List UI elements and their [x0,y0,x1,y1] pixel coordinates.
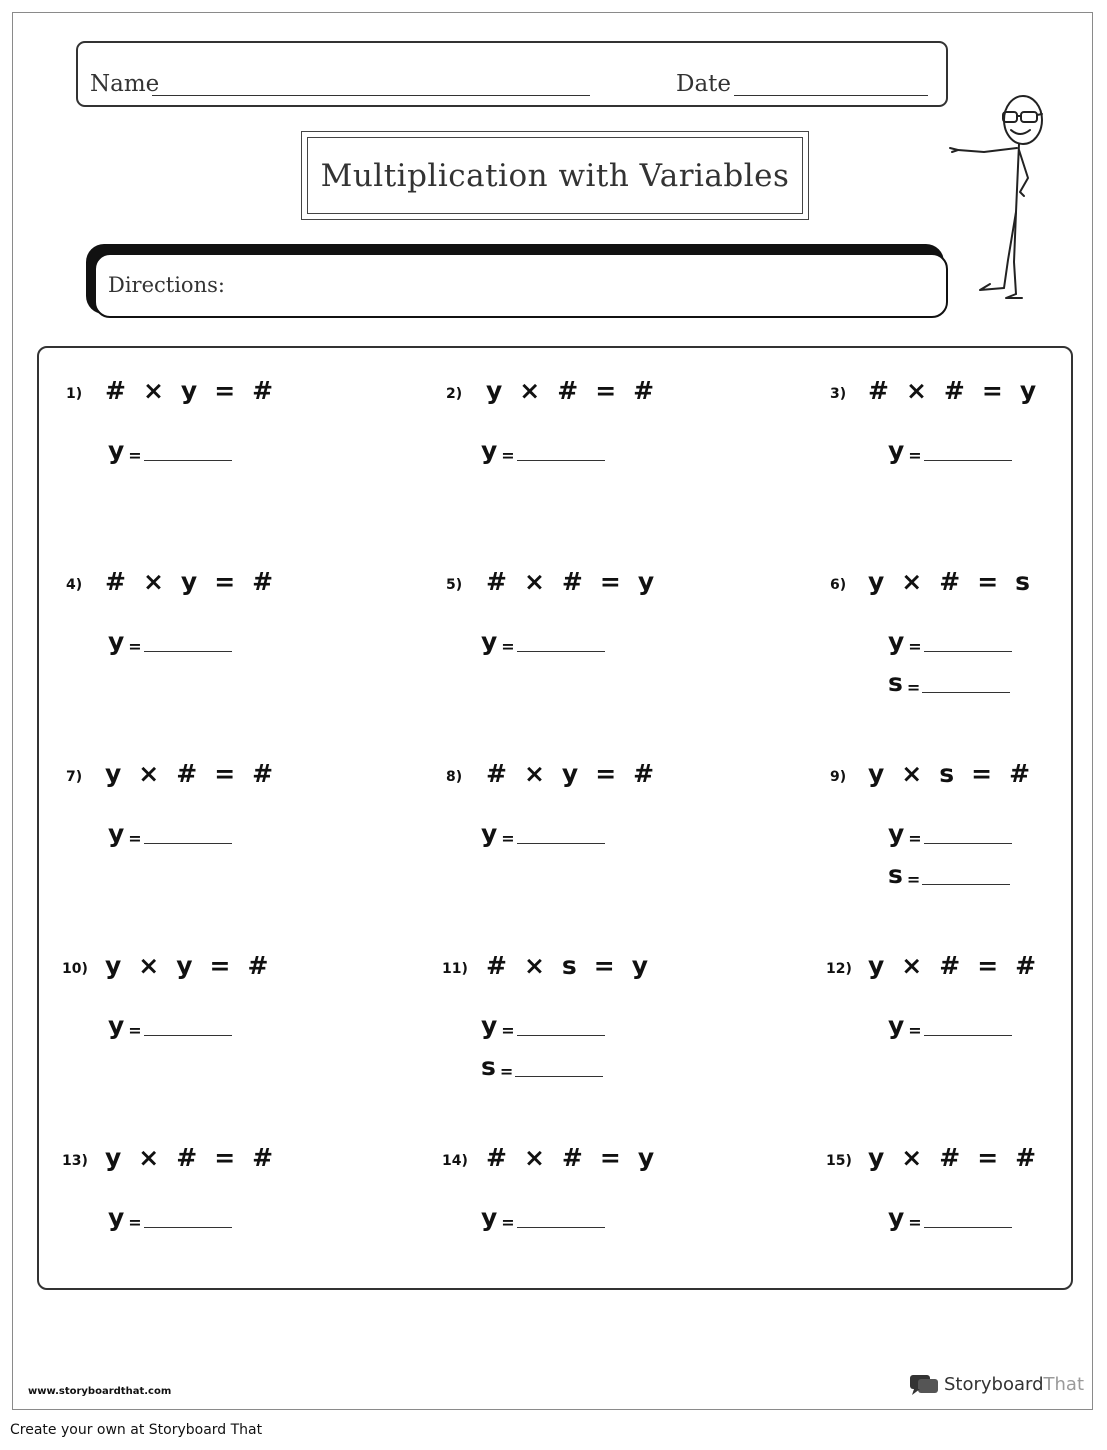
equation-token: # [486,951,507,980]
equation-token: = [214,376,236,405]
problem-equation [868,759,1030,788]
answer-equals-sign: = [501,1213,515,1232]
answer-equals-sign: = [501,637,515,656]
answer-equals-sign: = [908,637,922,656]
answer-blank-line[interactable] [517,843,605,844]
problem-equation [486,567,654,596]
problem-number: 3) [830,386,847,402]
equation-token: = [599,1143,621,1172]
equation-token: # [633,759,655,788]
answer-blank-line[interactable] [517,651,605,652]
equation-token: × [142,567,164,596]
equation-token: y [868,567,885,596]
problem-equation [868,376,1036,405]
answer-variable: s [888,860,903,889]
problem-equation [868,1143,1036,1172]
answer-variable: y [888,627,905,656]
answer-row [481,436,605,465]
equation-token: = [214,1143,236,1172]
equation-token: # [247,951,269,980]
equation-token: y [176,951,193,980]
equation-token: × [138,759,160,788]
problem-equation [486,1143,654,1172]
equation-token: # [105,376,126,405]
equation-token: # [252,759,274,788]
equation-token: # [557,376,579,405]
equation-token: × [138,951,160,980]
equation-token: y [631,951,649,980]
speech-bubble-icon [908,1372,940,1396]
equation-token: s [1015,567,1031,596]
answer-variable: y [888,819,905,848]
equation-token: × [523,1143,545,1172]
problem-equation [105,1143,273,1172]
answer-equals-sign: = [906,870,921,889]
equation-token: × [523,567,545,596]
problem-equation [105,567,273,596]
answer-blank-line[interactable] [144,460,232,461]
equation-token: × [901,1143,923,1172]
answer-blank-line[interactable] [924,1035,1012,1036]
answer-variable: y [888,1203,905,1232]
equation-token: × [901,567,923,596]
answer-blank-line[interactable] [924,460,1012,461]
equation-token: # [939,951,961,980]
answer-equals-sign: = [908,1213,922,1232]
problem-equation [105,951,268,980]
answer-variable: y [481,436,498,465]
answer-row [888,436,1012,465]
equation-token: y [105,1143,122,1172]
problem-number: 2) [446,386,463,402]
equation-token: y [105,951,122,980]
equation-token: s [939,759,955,788]
equation-token: = [214,567,236,596]
problem-equation [486,376,654,405]
answer-variable: y [888,436,905,465]
date-line[interactable] [734,95,928,96]
equation-token: # [868,376,889,405]
answer-row [108,819,232,848]
equation-token: # [939,1143,961,1172]
answer-equals-sign: = [128,446,142,465]
answer-blank-line[interactable] [515,1076,603,1077]
equation-token: × [523,759,545,788]
answer-variable: y [108,819,125,848]
equation-token: y [561,759,579,788]
answer-equals-sign: = [499,1062,514,1081]
answer-row [481,1052,603,1081]
problem-number: 13) [62,1153,88,1169]
answer-row [888,1011,1012,1040]
equation-token: × [142,376,164,405]
answer-row [481,1011,605,1040]
answer-blank-line[interactable] [144,1035,232,1036]
equation-token: × [523,951,545,980]
equation-token: # [252,1143,274,1172]
equation-token: × [901,759,923,788]
answer-equals-sign: = [128,829,142,848]
equation-token: # [252,376,274,405]
answer-blank-line[interactable] [922,884,1010,885]
logo-word-storyboard: Storyboard [944,1373,1044,1395]
problem-number: 11) [442,961,468,977]
answer-row [108,1011,232,1040]
equation-token: y [637,567,655,596]
answer-row [888,668,1010,697]
answer-row [888,1203,1012,1232]
equation-token: # [105,567,126,596]
equation-token: × [901,951,923,980]
answer-variable: y [481,819,498,848]
answer-blank-line[interactable] [144,843,232,844]
equation-token: y [868,951,885,980]
answer-row [888,860,1010,889]
answer-equals-sign: = [501,446,515,465]
answer-blank-line[interactable] [922,692,1010,693]
equation-token: = [595,759,617,788]
equation-token: = [599,567,621,596]
title-frame [301,131,809,220]
answer-blank-line[interactable] [517,460,605,461]
equation-token: y [868,759,885,788]
answer-equals-sign: = [128,637,142,656]
answer-variable: y [108,1011,125,1040]
equation-token: # [1015,951,1037,980]
stick-figure-teacher-illustration [944,92,1054,304]
answer-equals-sign: = [128,1021,142,1040]
problem-number: 1) [66,386,83,402]
equation-token: = [977,1143,999,1172]
equation-token: y [180,567,198,596]
equation-token: × [905,376,927,405]
equation-token: y [637,1143,655,1172]
equation-token: # [486,759,507,788]
answer-variable: s [888,668,903,697]
problem-equation [105,376,273,405]
problem-equation [486,951,648,980]
problem-number: 14) [442,1153,468,1169]
name-line[interactable] [152,95,590,96]
equation-token: y [1019,376,1037,405]
answer-row [108,436,232,465]
problem-equation [868,567,1030,596]
equation-token: # [1015,1143,1037,1172]
equation-token: y [486,376,503,405]
name-label: Name [90,71,160,97]
problem-equation [868,951,1036,980]
storyboardthat-logo [908,1372,1084,1396]
answer-row [888,627,1012,656]
logo-word-that: That [1043,1373,1085,1395]
answer-variable: y [108,436,125,465]
equation-token: # [1009,759,1031,788]
answer-equals-sign: = [906,678,921,697]
answer-blank-line[interactable] [924,843,1012,844]
answer-variable: y [481,1011,498,1040]
answer-row [481,1203,605,1232]
answer-variable: y [888,1011,905,1040]
equation-token: = [595,376,617,405]
answer-row [108,627,232,656]
equation-token: y [868,1143,885,1172]
answer-blank-line[interactable] [924,1227,1012,1228]
equation-token: = [977,567,999,596]
equation-token: × [138,1143,160,1172]
problem-number: 4) [66,577,83,593]
date-label: Date [676,71,732,97]
equation-token: # [943,376,965,405]
equation-token: # [939,567,961,596]
equation-token: s [561,951,577,980]
answer-equals-sign: = [501,1021,515,1040]
answer-blank-line[interactable] [144,651,232,652]
equation-token: × [519,376,541,405]
answer-equals-sign: = [128,1213,142,1232]
equation-token: y [180,376,198,405]
answer-row [108,1203,232,1232]
problem-number: 10) [62,961,88,977]
answer-variable: y [481,627,498,656]
equation-token: = [214,759,236,788]
page-title: Multiplication with Variables [307,137,803,214]
equation-token: # [633,376,655,405]
name-date-box [76,41,948,107]
answer-variable: s [481,1052,496,1081]
answer-equals-sign: = [908,1021,922,1040]
answer-blank-line[interactable] [924,651,1012,652]
equation-token: = [981,376,1003,405]
equation-token: = [593,951,615,980]
equation-token: # [561,567,583,596]
answer-variable: y [108,1203,125,1232]
problem-number: 12) [826,961,852,977]
answer-row [481,819,605,848]
equation-token: # [486,567,507,596]
answer-equals-sign: = [908,829,922,848]
problem-number: 7) [66,769,83,785]
directions-label: Directions: [108,273,225,297]
website-url: www.storyboardthat.com [28,1386,172,1397]
problem-equation [105,759,273,788]
problem-number: 15) [826,1153,852,1169]
footer-credit: Create your own at Storyboard That [10,1422,263,1438]
problem-number: 6) [830,577,847,593]
answer-row [481,627,605,656]
equation-token: # [176,1143,198,1172]
problem-number: 8) [446,769,463,785]
answer-blank-line[interactable] [517,1227,605,1228]
equation-token: # [176,759,198,788]
equation-token: # [486,1143,507,1172]
equation-token: = [971,759,993,788]
equation-token: = [977,951,999,980]
answer-equals-sign: = [501,829,515,848]
answer-blank-line[interactable] [517,1035,605,1036]
answer-equals-sign: = [908,446,922,465]
problem-number: 5) [446,577,463,593]
equation-token: = [209,951,231,980]
answer-blank-line[interactable] [144,1227,232,1228]
equation-token: # [252,567,274,596]
problem-equation [486,759,654,788]
answer-row [888,819,1012,848]
directions-box [94,253,948,318]
answer-variable: y [108,627,125,656]
equation-token: # [561,1143,583,1172]
problem-number: 9) [830,769,847,785]
answer-variable: y [481,1203,498,1232]
equation-token: y [105,759,122,788]
